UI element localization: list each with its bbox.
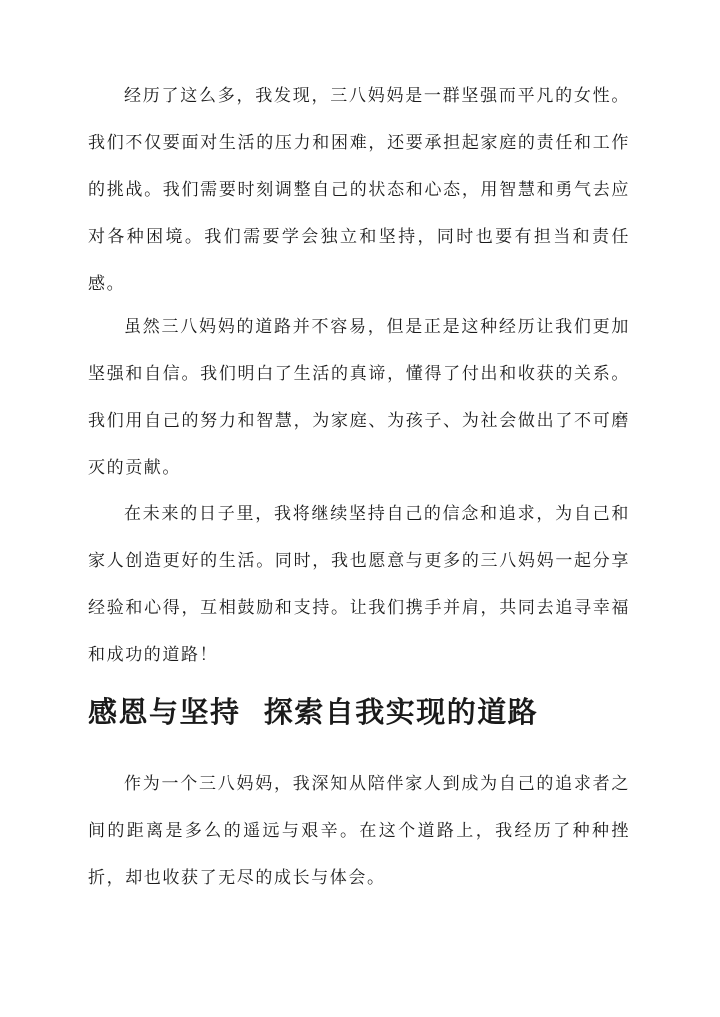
body-paragraph: 在未来的日子里，我将继续坚持自己的信念和追求，为自己和家人创造更好的生活。同时，我也愿意与更多的三八妈妈一起分享经验和心得，互相鼓励和支持。让我们携手并肩，共同去追寻幸福和成功的道路！ bbox=[88, 504, 630, 665]
body-paragraph: 虽然三八妈妈的道路并不容易，但是正是这种经历让我们更加坚强和自信。我们明白了生活的真谛，懂得了付出和收获的关系。我们用自己的努力和智慧，为家庭、为孩子、为社会做出了不可磨灭的贡献。 bbox=[88, 317, 630, 478]
body-paragraph: 作为一个三八妈妈，我深知从陪伴家人到成为自己的追求者之间的距离是多么的遥远与艰辛。在这个道路上，我经历了种种挫折，却也收获了无尽的成长与体会。 bbox=[88, 774, 630, 888]
body-paragraph: 经历了这么多，我发现，三八妈妈是一群坚强而平凡的女性。我们不仅要面对生活的压力和困难，还要承担起家庭的责任和工作的挑战。我们需要时刻调整自己的状态和心态，用智慧和勇气去应对各种困境。我们需要学会独立和坚持，同时也要有担当和责任感。 bbox=[88, 86, 630, 294]
section-heading: 感恩与坚持 探索自我实现的道路 bbox=[88, 695, 539, 729]
